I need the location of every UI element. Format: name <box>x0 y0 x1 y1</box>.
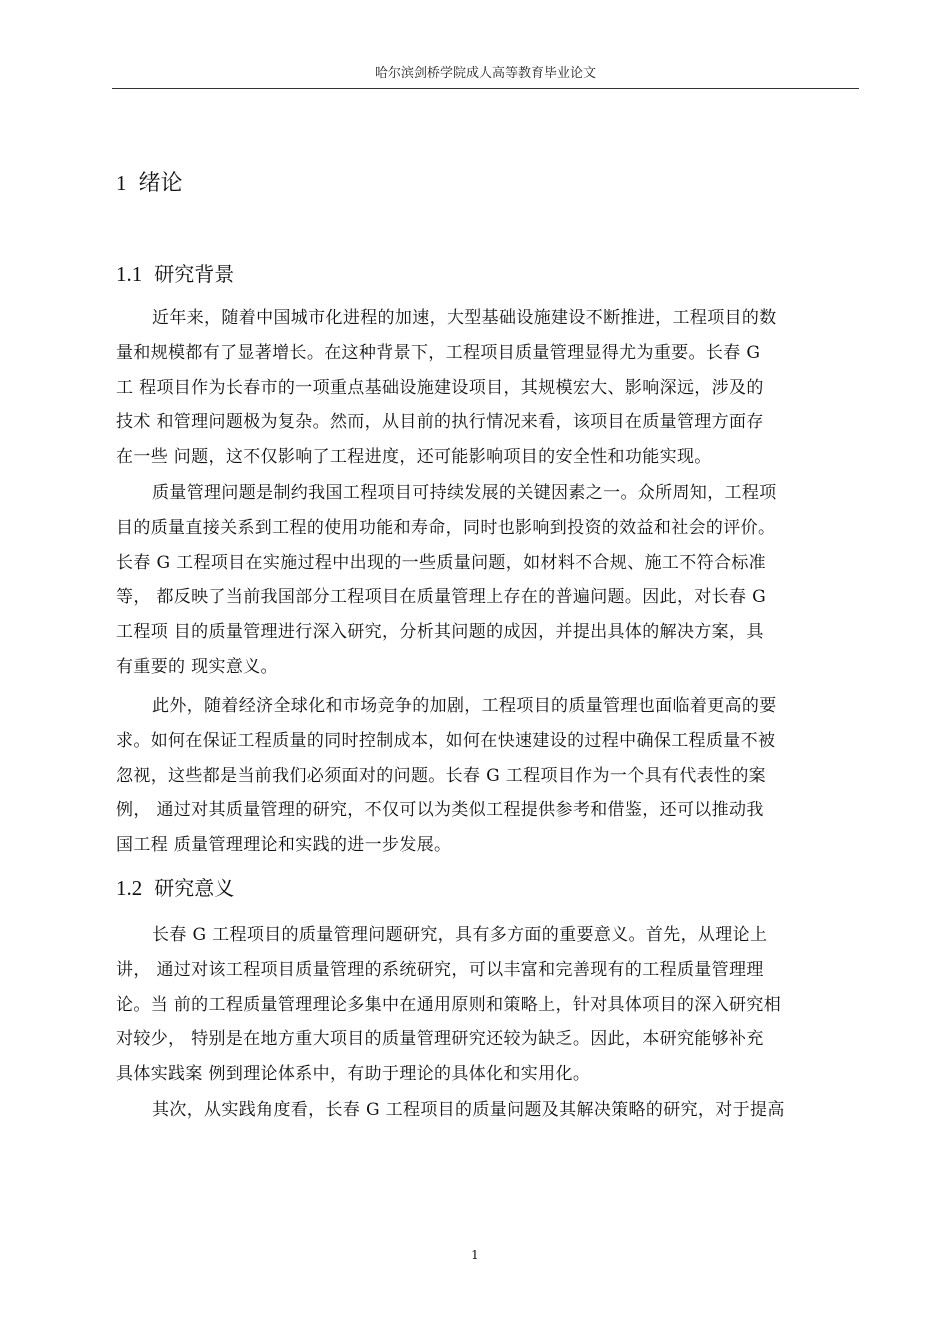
section-number: 1.2 <box>116 876 143 900</box>
text-line: 其次，从实践角度看，长春 G 工程项目的质量问题及其解决策略的研究，对于提高 <box>152 1100 785 1120</box>
text-line: 近年来，随着中国城市化进程的加速，大型基础设施建设不断推进，工程项目的数 <box>152 308 777 328</box>
text-line: 忽视，这些都是当前我们必须面对的问题。长春 G 工程项目作为一个具有代表性的案 <box>116 765 767 786</box>
text-line: 量和规模都有了显著增长。在这种背景下，工程项目质量管理显得尤为重要。长春 G <box>116 342 761 363</box>
section-title: 研究背景 <box>154 262 235 286</box>
section-title: 研究意义 <box>154 876 235 900</box>
text-line: 质量管理问题是制约我国工程项目可持续发展的关键因素之一。众所周知，工程项 <box>152 483 777 503</box>
paragraph <box>116 301 848 475</box>
page-number: 1 <box>471 1248 479 1262</box>
text-line: 长春 G 工程项目的质量管理问题研究，具有多方面的重要意义。首先，从理论上 <box>152 925 768 945</box>
text-line: 此外，随着经济全球化和市场竞争的加剧，工程项目的质量管理也面临着更高的要 <box>152 696 777 716</box>
text-line: 技术 和管理问题极为复杂。然而，从目前的执行情况来看，该项目在质量管理方面存 <box>116 412 764 433</box>
text-line: 有重要的 现实意义。 <box>116 656 278 677</box>
section-heading <box>116 258 234 287</box>
section-heading <box>116 872 234 901</box>
paragraph <box>116 918 848 1092</box>
text-line: 工 程项目作为长春市的一项重点基础设施建设项目，其规模宏大、影响深远，涉及的 <box>116 377 764 398</box>
text-line: 对较少， 特别是在地方重大项目的质量管理研究还较为缺乏。因此，本研究能够补充 <box>116 1029 764 1050</box>
paragraph <box>116 689 848 863</box>
paragraph <box>116 476 848 685</box>
text-line: 国工程 质量管理理论和实践的进一步发展。 <box>116 835 452 856</box>
text-line: 具体实践案 例到理论体系中，有助于理论的具体化和实用化。 <box>116 1064 591 1085</box>
header-divider <box>112 88 859 89</box>
chapter-title: 绪论 <box>138 171 183 196</box>
paragraph <box>116 1093 848 1128</box>
text-line: 目的质量直接关系到工程的使用功能和寿命，同时也影响到投资的效益和社会的评价。 <box>116 517 776 538</box>
text-line: 等， 都反映了当前我国部分工程项目在质量管理上存在的普遍问题。因此，对长春 G <box>116 587 767 608</box>
text-line: 讲， 通过对该工程项目质量管理的系统研究，可以丰富和完善现有的工程质量管理理 <box>116 959 764 980</box>
text-line: 论。当 前的工程质量管理理论多集中在通用原则和策略上，针对具体项目的深入研究相 <box>116 994 782 1015</box>
text-line: 例， 通过对其质量管理的研究，不仅可以为类似工程提供参考和借鉴，还可以推动我 <box>116 800 764 821</box>
text-line: 在一些 问题，这不仅影响了工程进度，还可能影响项目的安全性和功能实现。 <box>116 447 712 468</box>
text-line: 长春 G 工程项目在实施过程中出现的一些质量问题，如材料不合规、施工不符合标准 <box>116 552 767 573</box>
text-line: 求。如何在保证工程质量的同时控制成本，如何在快速建设的过程中确保工程质量不被 <box>116 730 776 751</box>
chapter-heading <box>116 166 183 197</box>
text-line: 工程项 目的质量管理进行深入研究，分析其问题的成因，并提出具体的解决方案，具 <box>116 622 764 643</box>
running-header: 哈尔滨剑桥学院成人高等教育毕业论文 <box>374 66 596 81</box>
chapter-number: 1 <box>116 171 127 195</box>
section-number: 1.1 <box>116 262 143 286</box>
